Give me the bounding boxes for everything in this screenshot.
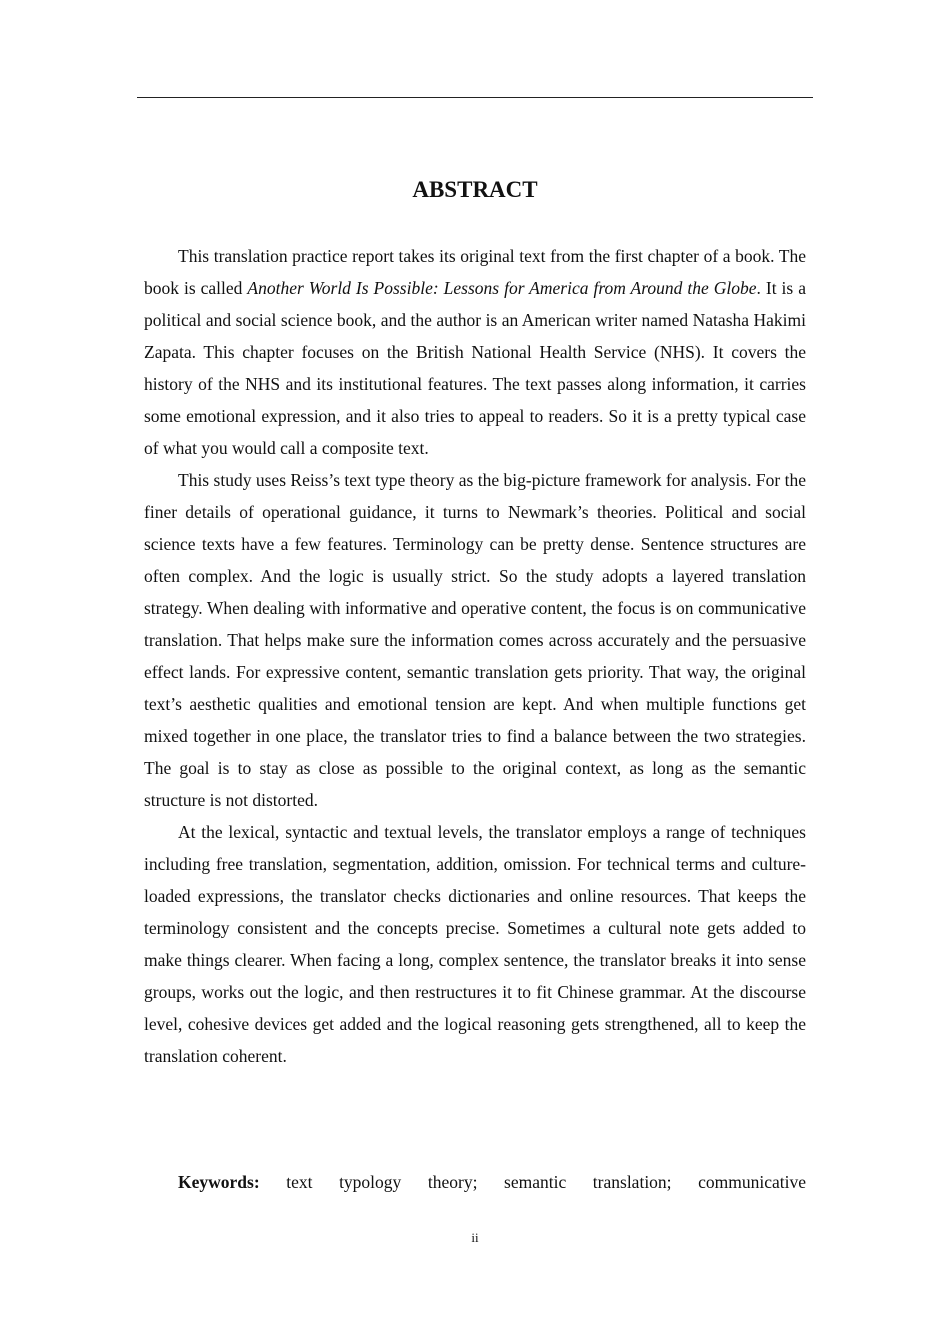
abstract-body bbox=[144, 240, 806, 1072]
paragraph-1-text-end: . It is a political and social science book, and the author is an American writer named Natasha Hakimi Zapata. This chapter focuses on the British National Health Service (NHS). It covers the history of the NHS and its institutional features. The text passes along information, it carries some emotional expression, and it also tries to appeal to readers. So it is a pretty typical case of what you would call a composite text. bbox=[144, 278, 806, 458]
keywords-label: Keywords: bbox=[178, 1172, 260, 1192]
paragraph-2: This study uses Reiss’s text type theory as the big-picture framework for analysis. For the finer details of operational guidance, it turns to Newmark’s theories. Political and social science texts have a few features. Terminology can be pretty dense. Sentence structures are often complex. And the logic is usually strict. So the study adopts a layered translation strategy. When dealing with informative and operative content, the focus is on communicative translation. That helps make sure the information comes across accurately and the persuasive effect lands. For expressive content, semantic translation gets priority. That way, the original text’s aesthetic qualities and emotional tension are kept. And when multiple functions get mixed together in one place, the translator tries to find a balance between the two strategies. The goal is to stay as close as possible to the original context, as long as the semantic structure is not distorted. bbox=[144, 470, 806, 810]
book-title: Another World Is Possible: Lessons for America from Around the Globe bbox=[247, 278, 757, 298]
page-title: ABSTRACT bbox=[412, 177, 538, 202]
paragraph-1 bbox=[144, 240, 806, 464]
header-rule bbox=[137, 97, 813, 98]
keywords-text: text typology theory; semantic translation; communicative bbox=[286, 1172, 806, 1192]
page-number: ii bbox=[471, 1230, 479, 1245]
paragraph-3: At the lexical, syntactic and textual levels, the translator employs a range of techniques including free translation, segmentation, addition, omission. For technical terms and culture-loaded expressions, the translator checks dictionaries and online resources. That keeps the terminology consistent and the concepts precise. Sometimes a cultural note gets added to make things clearer. When facing a long, complex sentence, the translator breaks it into sense groups, works out the logic, and then restructures it to fit Chinese grammar. At the discourse level, cohesive devices get added and the logical reasoning gets strengthened, all to keep the translation coherent. bbox=[144, 822, 806, 1066]
keywords-line bbox=[144, 1166, 806, 1198]
paragraph-1-text-start: This translation practice report takes its original text from the first chapter of a book. The book is called bbox=[144, 246, 806, 298]
